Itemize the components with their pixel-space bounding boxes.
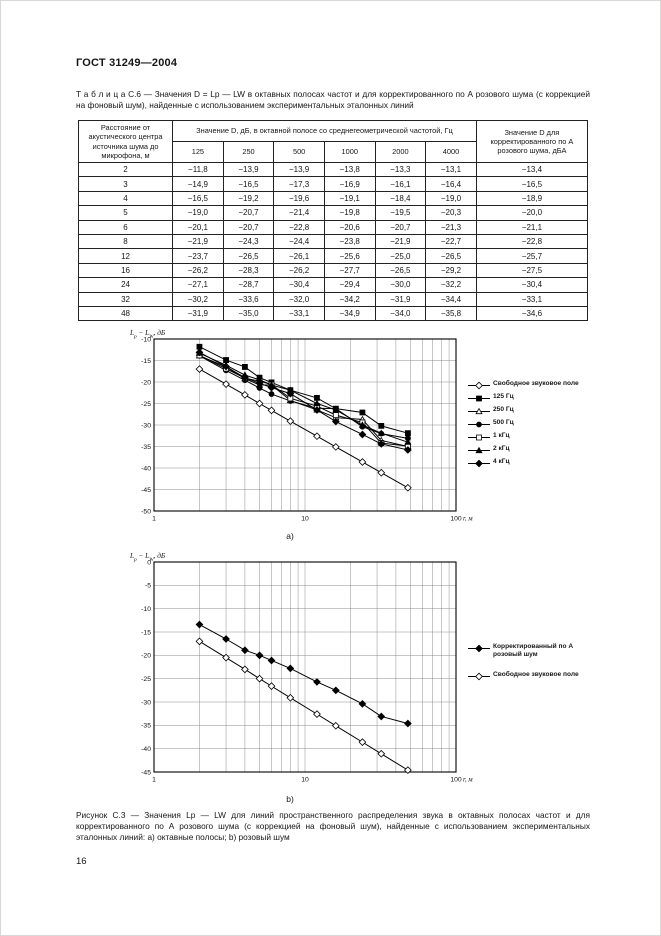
series-marker [242, 364, 247, 369]
series-marker [477, 396, 482, 401]
table-cell: −13,9 [274, 163, 325, 177]
series-marker [378, 469, 385, 476]
legend-label: 1 кГц [493, 432, 510, 439]
table-cell: −33,1 [274, 306, 325, 320]
table-row [79, 306, 588, 320]
table-header-group: Значение D, дБ, в октавной полосе со среднегеометрической частотой, Гц [173, 121, 477, 142]
table-cell: −19,1 [324, 191, 375, 205]
table-cell: −21,1 [476, 220, 587, 234]
series-marker [287, 418, 294, 425]
y-tick-label: -45 [141, 769, 151, 777]
table-cell: −32,0 [274, 292, 325, 306]
table-cell: −25,7 [476, 249, 587, 263]
legend-marker-icon [468, 446, 490, 455]
table-c6 [78, 120, 588, 321]
table-cell: −26,5 [375, 263, 426, 277]
x-tick-label: 100 [450, 515, 462, 523]
table-cell: 8 [79, 234, 173, 248]
table-cell: −31,9 [375, 292, 426, 306]
legend-item [468, 406, 588, 416]
legend-item [468, 393, 588, 403]
legend-label: 125 Гц [493, 393, 514, 400]
table-cell: 24 [79, 278, 173, 292]
table-row [79, 263, 588, 277]
series-marker [359, 739, 366, 746]
freq-header-2000: 2000 [375, 142, 426, 163]
series-marker [477, 422, 482, 427]
series-line [199, 625, 407, 724]
series-line [199, 369, 407, 488]
series-marker [333, 687, 340, 694]
table-cell: −26,5 [426, 249, 477, 263]
table-row [79, 163, 588, 177]
series-marker [476, 673, 483, 680]
legend-label: 500 Гц [493, 419, 514, 426]
x-tick-label: 10 [301, 515, 309, 523]
table-cell: −23,7 [173, 249, 224, 263]
series-marker [476, 460, 483, 467]
y-tick-label: -5 [144, 582, 151, 590]
page-number: 16 [76, 856, 87, 867]
y-tick-label: -25 [141, 400, 151, 408]
table-body [79, 163, 588, 321]
y-tick-label: -10 [141, 336, 151, 344]
table-cell: −34,9 [324, 306, 375, 320]
table-cell: −29,4 [324, 278, 375, 292]
table-cell: −26,2 [173, 263, 224, 277]
table-caption: Т а б л и ц а С.6 — Значения D = Lp — LW в октавных полосах частот и для корректированного по А розового шума (с коррекцией на фоновый шум), найденные с использованием экспериментальных эталонных линий [76, 89, 590, 110]
x-tick-label: 1 [152, 776, 156, 784]
table-cell: 2 [79, 163, 173, 177]
freq-header-125: 125 [173, 142, 224, 163]
y-tick-label: 0 [147, 559, 151, 567]
table-cell: −20,0 [476, 206, 587, 220]
x-axis-label: r, м [463, 515, 473, 523]
table-cell: −21,9 [173, 234, 224, 248]
series-marker [256, 400, 263, 407]
series-marker [196, 621, 203, 628]
series-marker [196, 366, 203, 373]
legend-item [468, 432, 588, 442]
table-header-distance: Расстояние от акустического центра источника шума до микрофона, м [79, 121, 173, 163]
table-cell: −24,3 [223, 234, 274, 248]
series-marker [242, 392, 249, 399]
table-cell: −16,5 [173, 191, 224, 205]
chart-b-legend [468, 643, 588, 693]
series-marker [379, 423, 384, 428]
table-cell: −19,0 [173, 206, 224, 220]
table-cell: −13,3 [375, 163, 426, 177]
figure-caption: Рисунок С.3 — Значения Lp — LW для линий пространственного распределения звука в октавных полосах частот и для корректированного по А розового шума (с коррекцией на фоновый шум), найденные с использованием экспериментальных эталонных линий: а) октавные полосы; b) розовый шум [76, 810, 590, 843]
y-tick-label: -20 [141, 379, 151, 387]
x-axis-label: r, м [463, 776, 473, 784]
legend-label: Корректированный по А розовый шум [493, 643, 574, 658]
freq-header-4000: 4000 [426, 142, 477, 163]
legend-marker-icon [468, 459, 490, 468]
legend-marker-icon [468, 433, 490, 442]
table-cell: 16 [79, 263, 173, 277]
table-cell: 3 [79, 177, 173, 191]
table-cell: −16,9 [324, 177, 375, 191]
table-cell: −24,4 [274, 234, 325, 248]
table-cell: −17,3 [274, 177, 325, 191]
table-cell: −34,6 [476, 306, 587, 320]
series-marker [359, 701, 366, 708]
table-cell: −28,7 [223, 278, 274, 292]
series-marker [223, 636, 230, 643]
table-cell: −18,9 [476, 191, 587, 205]
table-cell: −25,6 [324, 249, 375, 263]
table-header [79, 121, 588, 163]
series-marker [314, 711, 321, 718]
table-row [79, 191, 588, 205]
legend-item [468, 643, 588, 659]
legend-item [468, 419, 588, 429]
y-axis-label: $L_p - L_W$, дБ [130, 329, 166, 340]
table-cell: −30,4 [274, 278, 325, 292]
table-cell: −16,4 [426, 177, 477, 191]
legend-item [468, 458, 588, 468]
series-marker [314, 679, 321, 686]
series-marker [333, 723, 340, 730]
legend-item [468, 445, 588, 455]
legend-label: 2 кГц [493, 445, 510, 452]
table-cell: −19,6 [274, 191, 325, 205]
legend-marker-icon [468, 394, 490, 403]
table-cell: −16,1 [375, 177, 426, 191]
table-cell: −20,7 [223, 206, 274, 220]
table-cell: −21,3 [426, 220, 477, 234]
table-cell: −34,0 [375, 306, 426, 320]
freq-header-1000: 1000 [324, 142, 375, 163]
y-tick-label: -20 [141, 652, 151, 660]
table-cell: −23,8 [324, 234, 375, 248]
table-cell: −29,2 [426, 263, 477, 277]
series-marker [196, 638, 203, 645]
y-tick-label: -30 [141, 422, 151, 430]
table-cell: −33,6 [223, 292, 274, 306]
table-cell: −22,8 [476, 234, 587, 248]
table-cell: −13,1 [426, 163, 477, 177]
table-cell: −20,7 [223, 220, 274, 234]
series-marker [242, 647, 249, 654]
series-marker [333, 413, 338, 418]
table-row [79, 292, 588, 306]
table-cell: −20,7 [375, 220, 426, 234]
table-cell: −19,5 [375, 206, 426, 220]
series-marker [314, 401, 320, 406]
table-cell: −22,7 [426, 234, 477, 248]
table-cell: 6 [79, 220, 173, 234]
table-cell: 12 [79, 249, 173, 263]
y-tick-label: -35 [141, 722, 151, 730]
table-cell: −18,4 [375, 191, 426, 205]
table-cell: −26,5 [223, 249, 274, 263]
table-cell: −20,6 [324, 220, 375, 234]
table-row [79, 278, 588, 292]
series-marker [256, 652, 263, 659]
table-cell: −19,8 [324, 206, 375, 220]
standard-number-header: ГОСТ 31249—2004 [76, 57, 178, 69]
table-cell: −30,4 [476, 278, 587, 292]
table-cell: −19,2 [223, 191, 274, 205]
legend-item [468, 671, 588, 681]
y-tick-label: -15 [141, 357, 151, 365]
table-cell: −28,3 [223, 263, 274, 277]
legend-label: 250 Гц [493, 406, 514, 413]
table-row [79, 249, 588, 263]
table-cell: −19,0 [426, 191, 477, 205]
table-cell: −34,2 [324, 292, 375, 306]
series-marker [256, 675, 263, 682]
chart-b-sublabel: b) [286, 794, 294, 804]
legend-marker-icon [468, 644, 490, 653]
table-cell: −13,9 [223, 163, 274, 177]
series-marker [333, 444, 340, 451]
y-tick-label: -30 [141, 699, 151, 707]
series-marker [405, 484, 412, 491]
series-marker [359, 459, 366, 466]
table-cell: −25,0 [375, 249, 426, 263]
y-tick-label: -40 [141, 465, 151, 473]
table-cell: −13,4 [476, 163, 587, 177]
series-marker [287, 695, 294, 702]
y-tick-label: -35 [141, 443, 151, 451]
series-marker [269, 392, 274, 397]
series-marker [378, 751, 385, 758]
table-cell: −35,8 [426, 306, 477, 320]
table-header-aweighted: Значение D для корректированного по А розового шума, дБА [476, 121, 587, 163]
table-cell: −14,9 [173, 177, 224, 191]
table-cell: −20,3 [426, 206, 477, 220]
table-cell: 5 [79, 206, 173, 220]
table-cell: −27,5 [476, 263, 587, 277]
y-tick-label: -15 [141, 629, 151, 637]
series-marker [405, 720, 412, 727]
series-marker [268, 407, 275, 414]
table-cell: −27,1 [173, 278, 224, 292]
chart-a-sublabel: а) [286, 531, 294, 541]
legend-label: Свободное звуковое поле [493, 670, 579, 678]
legend-label: 4 кГц [493, 458, 510, 465]
series-marker [359, 431, 366, 438]
table-cell: 4 [79, 191, 173, 205]
table-cell: −27,7 [324, 263, 375, 277]
table-cell: −21,4 [274, 206, 325, 220]
table-cell: −30,0 [375, 278, 426, 292]
freq-header-250: 250 [223, 142, 274, 163]
series-marker [314, 433, 321, 440]
table-cell: −16,5 [223, 177, 274, 191]
series-marker [287, 665, 294, 672]
table-cell: 32 [79, 292, 173, 306]
chart-b-pink-noise [116, 549, 473, 793]
y-tick-label: -10 [141, 606, 151, 614]
table-cell: −22,8 [274, 220, 325, 234]
table-cell: −26,2 [274, 263, 325, 277]
series-marker [476, 645, 483, 652]
y-axis-label: $L_p - L_W$, дБ [130, 552, 166, 563]
series-marker [242, 666, 249, 673]
y-tick-label: -45 [141, 486, 151, 494]
legend-label: Свободное звуковое поле [493, 380, 579, 387]
table-row [79, 220, 588, 234]
table-row [79, 206, 588, 220]
y-tick-label: -40 [141, 746, 151, 754]
table-cell: −32,2 [426, 278, 477, 292]
freq-header-500: 500 [274, 142, 325, 163]
series-marker [268, 683, 275, 690]
legend-marker-icon [468, 381, 490, 390]
series-marker [405, 431, 410, 436]
table-cell: −13,8 [324, 163, 375, 177]
table-c6-wrapper [78, 120, 588, 321]
x-tick-label: 1 [152, 515, 156, 523]
table-cell: −21,9 [375, 234, 426, 248]
series-marker [476, 382, 483, 389]
table-row [79, 234, 588, 248]
table-cell: −30,2 [173, 292, 224, 306]
legend-marker-icon [468, 420, 490, 429]
series-marker [314, 395, 319, 400]
series-line [199, 347, 407, 433]
legend-item [468, 380, 588, 390]
chart-a-octave-bands [116, 326, 473, 528]
table-cell: −33,1 [476, 292, 587, 306]
table-cell: −20,1 [173, 220, 224, 234]
series-marker [477, 435, 482, 440]
table-cell: −34,4 [426, 292, 477, 306]
series-marker [360, 410, 365, 415]
table-cell: −26,1 [274, 249, 325, 263]
y-tick-label: -50 [141, 508, 151, 516]
table-cell: −35,0 [223, 306, 274, 320]
table-cell: −16,5 [476, 177, 587, 191]
chart-a-legend [468, 380, 588, 471]
table-cell: 48 [79, 306, 173, 320]
table-cell: −11,8 [173, 163, 224, 177]
y-tick-label: -25 [141, 676, 151, 684]
table-cell: −31,9 [173, 306, 224, 320]
legend-marker-icon [468, 672, 490, 681]
series-marker [268, 657, 275, 664]
series-line [199, 641, 407, 770]
table-row [79, 177, 588, 191]
x-tick-label: 100 [450, 776, 462, 784]
legend-marker-icon [468, 407, 490, 416]
x-tick-label: 10 [301, 776, 309, 784]
series-marker [378, 713, 385, 720]
